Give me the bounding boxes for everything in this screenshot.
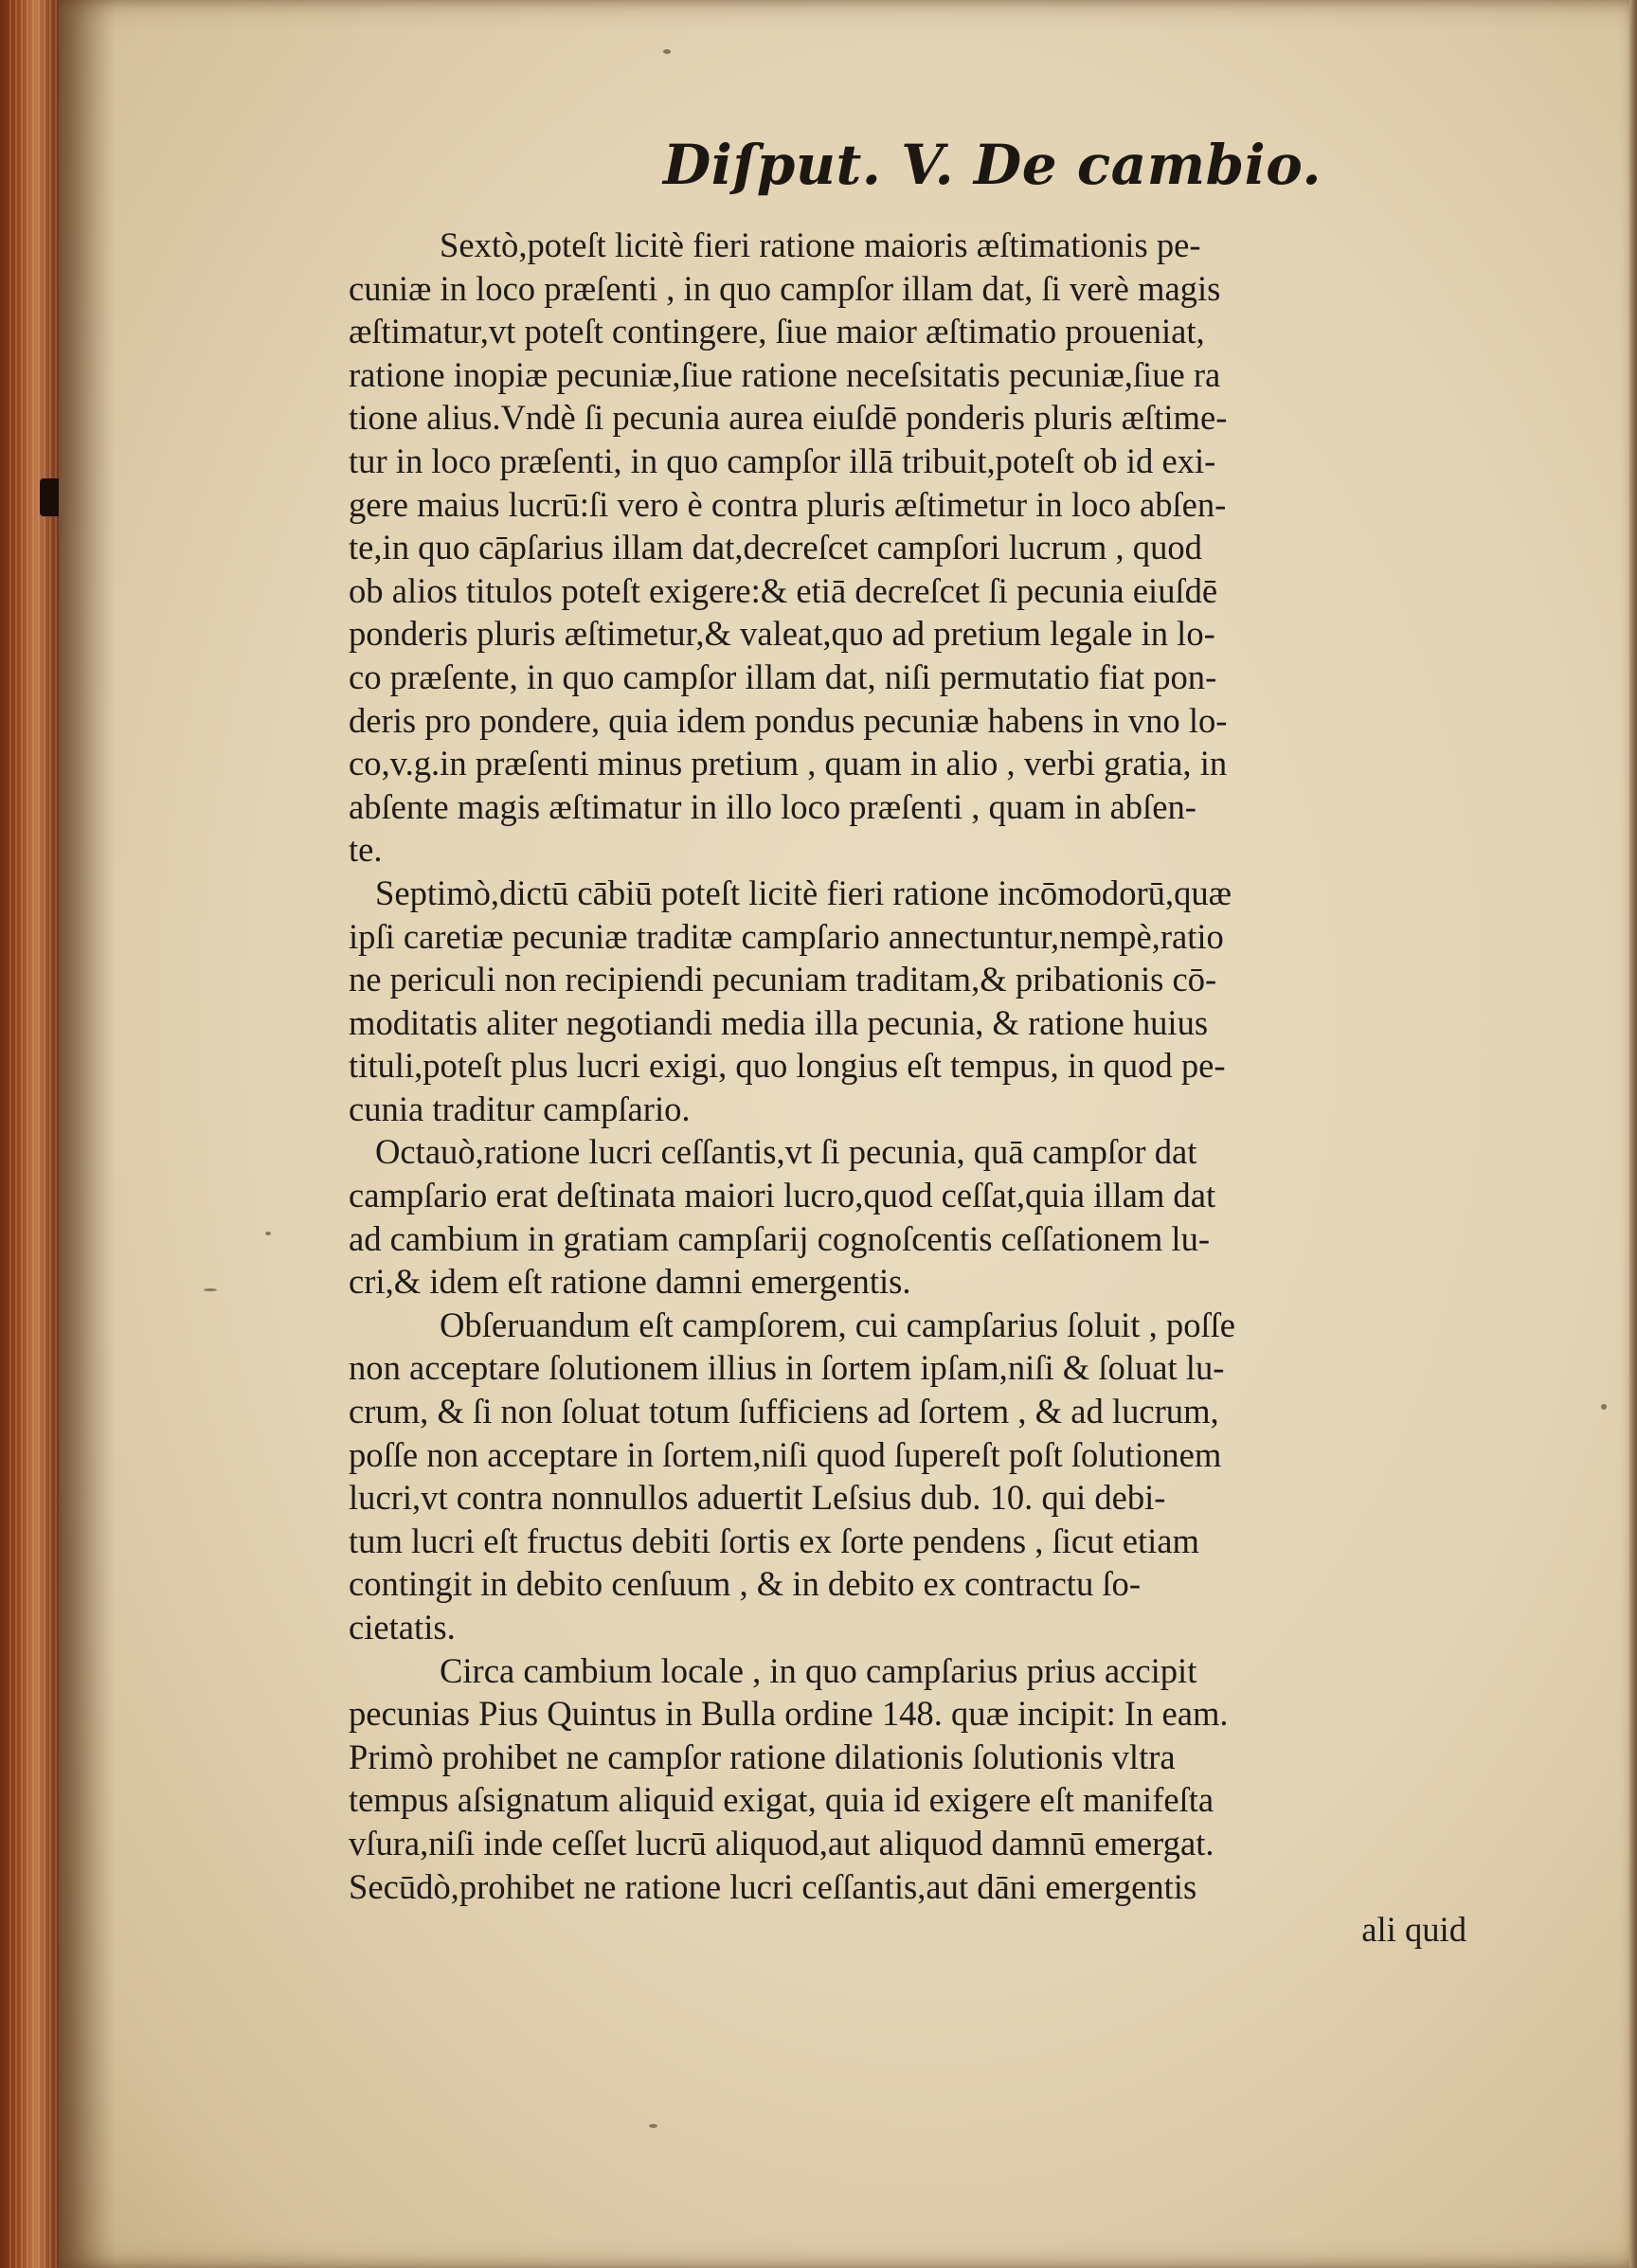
text-line: gere maius lucrū:ſi vero è contra pluris æſtimetur in loco abſen-: [349, 484, 1227, 524]
catchword: ali quid: [1361, 1910, 1466, 1950]
text-line: abſente magis æſtimatur in illo loco præſenti , quam in abſen-: [349, 786, 1196, 826]
text-line: cuniæ in loco præſenti , in quo campſor illam dat, ſi verè magis: [349, 268, 1221, 308]
text-line: te,in quo cāpſarius illam dat,decreſcet campſori lucrum , quod: [349, 528, 1202, 567]
text-line: tum lucri eſt fructus debiti ſortis ex ſorte pendens , ſicut etiam: [349, 1521, 1199, 1560]
text-line: ratione inopiæ pecuniæ,ſiue ratione neceſsitatis pecuniæ,ſiue ra: [349, 354, 1221, 394]
text-line: Septimò,dictū cābiū poteſt licitè fieri ratione incōmodorū,quæ: [375, 873, 1232, 912]
text-line: Octauò,ratione lucri ceſſantis,vt ſi pecunia, quā campſor dat: [375, 1132, 1197, 1172]
text-line: Sextò,poteſt licitè fieri ratione maioris æſtimationis pe-: [440, 225, 1201, 264]
page-edges: [0, 0, 66, 2268]
text-line: ipſi caretiæ pecuniæ traditæ campſario annectuntur,nempè,ratio: [349, 916, 1224, 956]
text-line: cri,& idem eſt ratione damni emergentis.: [349, 1262, 911, 1302]
text-line: non acceptare ſolutionem illius in ſortem ipſam,niſi & ſoluat lu-: [349, 1348, 1225, 1388]
text-line: cunia traditur campſario.: [349, 1089, 691, 1128]
text-line: Circa cambium locale , in quo campſarius prius accipit: [440, 1650, 1197, 1690]
text-line: ad cambium in gratiam campſarij cognoſcentis ceſſationem lu-: [349, 1218, 1211, 1258]
running-head: Diſput. V. De cambio.: [663, 133, 1322, 197]
text-line: ob alios titulos poteſt exigere:& etiā decreſcet ſi pecunia eiuſdē: [349, 570, 1218, 610]
text-line: tituli,poteſt plus lucri exigi, quo longius eſt tempus, in quod pe-: [349, 1046, 1226, 1086]
text-line: poſſe non acceptare in ſortem,niſi quod ſupereſt poſt ſolutionem: [349, 1434, 1222, 1474]
text-line: vſura,niſi inde ceſſet lucrū aliquod,aut aliquod damnū emergat.: [349, 1823, 1214, 1863]
text-line: ponderis pluris æſtimetur,& valeat,quo ad pretium legale in lo-: [349, 614, 1215, 654]
text-line: campſario erat deſtinata maiori lucro,quod ceſſat,quia illam dat: [349, 1176, 1216, 1215]
text-line: æſtimatur,vt poteſt contingere, ſiue maior æſtimatio proueniat,: [349, 312, 1205, 351]
text-line: Obſeruandum eſt campſorem, cui campſarius ſoluit , poſſe: [440, 1305, 1236, 1344]
text-line: te.: [349, 830, 383, 870]
text-line: lucri,vt contra nonnullos aduertit Leſsius dub. 10. qui debi-: [349, 1478, 1166, 1518]
text-line: Primò prohibet ne campſor ratione dilationis ſolutionis vltra: [349, 1737, 1176, 1776]
text-line: deris pro pondere, quia idem pondus pecuniæ habens in vno lo-: [349, 700, 1228, 740]
text-line: crum, & ſi non ſoluat totum ſufficiens ad ſortem , & ad lucrum,: [349, 1392, 1219, 1431]
text-line: co præſente, in quo campſor illam dat, niſi permutatio fiat pon-: [349, 657, 1217, 696]
text-line: tione alius.Vndè ſi pecunia aurea eiuſdē ponderis pluris æſtime-: [349, 398, 1228, 438]
text-line: pecunias Pius Quintus in Bulla ordine 148. quæ incipit: In eam.: [349, 1694, 1229, 1734]
page-body: [349, 224, 1523, 1952]
text-line: cietatis.: [349, 1608, 456, 1647]
text-line: moditatis aliter negotiandi media illa pecunia, & ratione huius: [349, 1002, 1209, 1042]
text-line: tempus aſsignatum aliquid exigat, quia id exigere eſt manifeſta: [349, 1780, 1214, 1820]
text-line: tur in loco præſenti, in quo campſor illā tribuit,poteſt ob id exi-: [349, 441, 1216, 480]
text-line: ne periculi non recipiendi pecuniam traditam,& pribationis cō-: [349, 960, 1217, 999]
text-line: Secūdò,prohibet ne ratione lucri ceſſantis,aut dāni emergentis: [349, 1866, 1197, 1906]
text-line: co,v.g.in præſenti minus pretium , quam in alio , verbi gratia, in: [349, 744, 1228, 783]
text-line: contingit in debito cenſuum , & in debito ex contractu ſo-: [349, 1564, 1142, 1604]
